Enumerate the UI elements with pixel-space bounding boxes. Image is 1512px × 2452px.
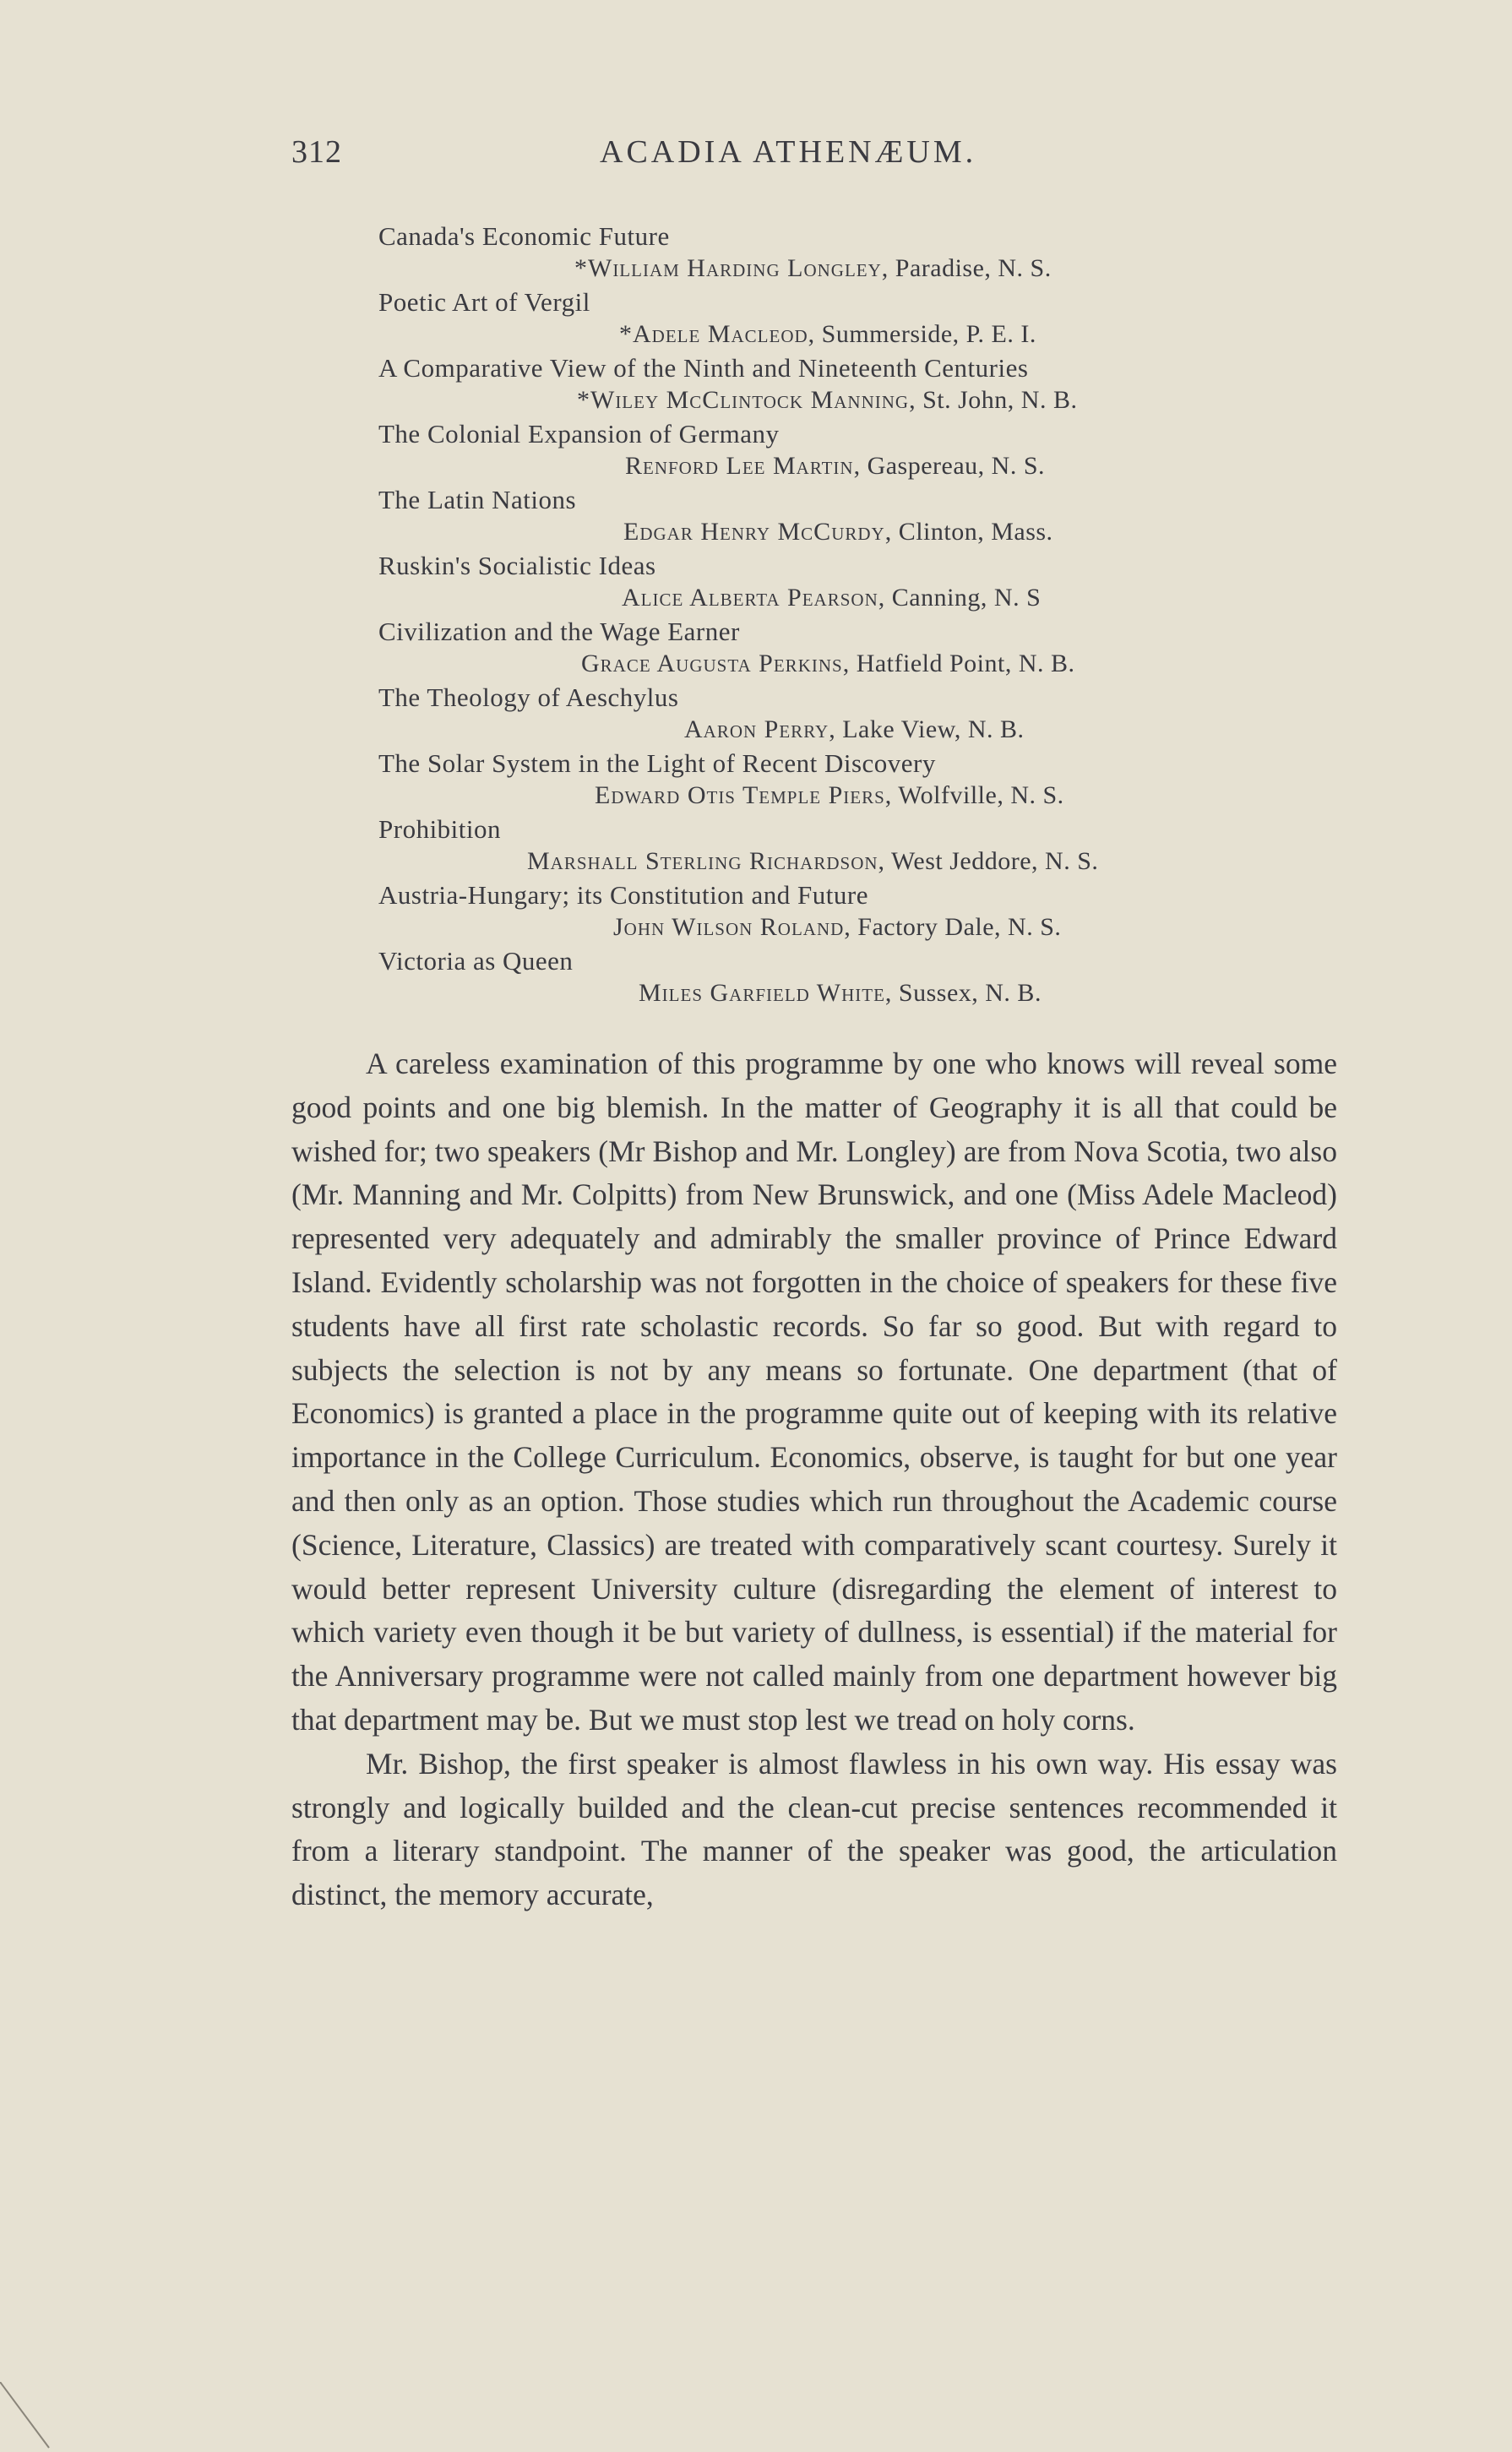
- speaker-name: Edward Otis Temple Piers: [595, 781, 885, 809]
- programme-entry: [378, 221, 1324, 287]
- speaker-line: [623, 518, 1053, 546]
- speaker-place: , Paradise, N. S.: [881, 254, 1052, 282]
- programme-list: [378, 221, 1324, 1012]
- article-body: [291, 1042, 1337, 1917]
- oration-title: Canada's Economic Future: [378, 221, 670, 251]
- speaker-place: , Gaspereau, N. S.: [853, 452, 1046, 480]
- programme-entry: [378, 287, 1324, 353]
- paragraph: Mr. Bishop, the first speaker is almost flawless in his own way. His essay was strongly and logically builded and the clean-cut precise sentences recommended it from a literary standpoint. The manner of the speaker was good, the articulation distinct, the memory accurate,: [291, 1746, 1337, 1912]
- speaker-place: , Lake View, N. B.: [829, 715, 1025, 743]
- speaker-place: , Summerside, P. E. I.: [808, 320, 1036, 348]
- speaker-line: [619, 320, 1036, 349]
- speaker-place: , Hatfield Point, N. B.: [842, 650, 1075, 677]
- programme-entry: [378, 748, 1324, 814]
- speaker-place: , Canning, N. S: [878, 584, 1042, 612]
- oration-title: The Solar System in the Light of Recent Discovery: [378, 748, 936, 778]
- oration-title: Poetic Art of Vergil: [378, 287, 590, 317]
- speaker-name: *Adele Macleod: [619, 320, 808, 348]
- speaker-name: *William Harding Longley: [574, 254, 882, 282]
- speaker-line: [527, 847, 1098, 876]
- speaker-line: [684, 715, 1025, 744]
- speaker-line: [595, 781, 1064, 810]
- running-head: [291, 133, 1322, 176]
- speaker-name: Edgar Henry McCurdy: [623, 518, 885, 546]
- speaker-place: , West Jeddore, N. S.: [878, 847, 1099, 875]
- speaker-place: , St. John, N. B.: [909, 386, 1078, 414]
- oration-title: The Latin Nations: [378, 485, 577, 514]
- speaker-name: Miles Garfield White: [639, 979, 885, 1007]
- speaker-name: Aaron Perry: [684, 715, 829, 743]
- journal-title: ACADIA ATHENÆUM.: [600, 134, 977, 170]
- speaker-line: [639, 979, 1042, 1008]
- speaker-name: Alice Alberta Pearson: [622, 584, 878, 612]
- programme-entry: [378, 682, 1324, 748]
- programme-entry: [378, 814, 1324, 880]
- speaker-line: [581, 650, 1075, 678]
- speaker-line: [622, 584, 1041, 612]
- oration-title: The Theology of Aeschylus: [378, 682, 679, 712]
- programme-entry: [378, 419, 1324, 485]
- speaker-name: Grace Augusta Perkins: [581, 650, 843, 677]
- programme-entry: [378, 551, 1324, 617]
- oration-title: Ruskin's Socialistic Ideas: [378, 551, 656, 580]
- programme-entry: [378, 946, 1324, 1012]
- speaker-name: John Wilson Roland: [613, 913, 845, 941]
- speaker-line: [613, 913, 1061, 942]
- page-corner-mark: [0, 2382, 59, 2449]
- speaker-name: Marshall Sterling Richardson: [527, 847, 878, 875]
- paragraph: A careless examination of this programme by one who knows will reveal some good points and one big blemish. In the matter of Geography it is all that could be wished for; two speakers (Mr Bishop and Mr. Longley) are from Nova Scotia, two also (Mr. Manning and Mr. Colpitts) from New Brunswick, and one (Miss Adele Macleod) represented very adequately and admirably the smaller province of Prince Edward Island. Evidently scholarship was not forgotten in the choice of speakers for these five students have all first rate scholastic records. So far so good. But with regard to subjects the selection is not by any means so fortunate. One department (that of Economics) is granted a place in the programme quite out of keeping with its relative importance in the College Curriculum. Economics, observe, is taught for but one year and then only as an option. Those studies which run throughout the Academic course (Science, Literature, Classics) are treated with comparatively scant courtesy. Surely it would better represent University culture (disregarding the element of interest to which variety even though it be but variety of dullness, is essential) if the material for the Anniversary programme were not called mainly from one department however big that department may be. But we must stop lest we tread on holy corns.: [291, 1047, 1337, 1737]
- page-number: 312: [291, 134, 342, 170]
- oration-title: A Comparative View of the Ninth and Nineteenth Centuries: [378, 353, 1029, 383]
- speaker-place: , Sussex, N. B.: [884, 979, 1042, 1007]
- programme-entry: [378, 485, 1324, 551]
- speaker-name: Renford Lee Martin: [625, 452, 854, 480]
- oration-title: The Colonial Expansion of Germany: [378, 419, 780, 449]
- speaker-line: [625, 452, 1045, 481]
- speaker-line: [574, 254, 1052, 283]
- oration-title: Civilization and the Wage Earner: [378, 617, 740, 646]
- programme-entry: [378, 880, 1324, 946]
- speaker-line: [577, 386, 1077, 415]
- oration-title: Victoria as Queen: [378, 946, 574, 976]
- programme-entry: [378, 353, 1324, 419]
- speaker-place: , Clinton, Mass.: [884, 518, 1053, 546]
- oration-title: Austria-Hungary; its Constitution and Future: [378, 880, 868, 910]
- speaker-place: , Factory Dale, N. S.: [844, 913, 1062, 941]
- oration-title: Prohibition: [378, 814, 502, 844]
- programme-entry: [378, 617, 1324, 682]
- speaker-place: , Wolfville, N. S.: [884, 781, 1064, 809]
- speaker-name: *Wiley McClintock Manning: [577, 386, 910, 414]
